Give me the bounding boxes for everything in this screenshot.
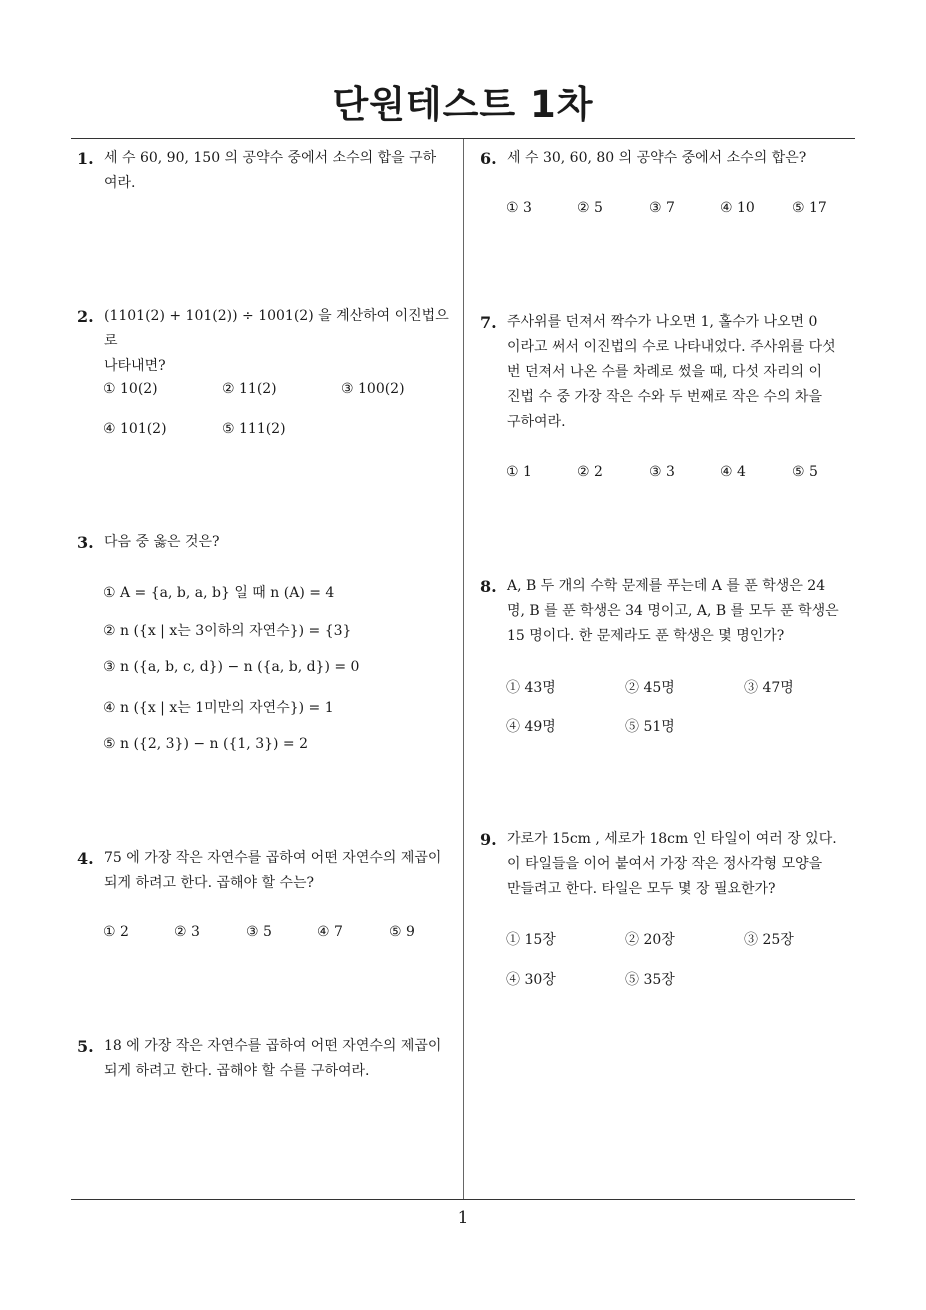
choice-2[interactable]: ② 2 [577,464,603,480]
question-8 [480,574,860,649]
question-number: 2. [77,307,94,326]
choice-2[interactable]: ② 11(2) [222,381,277,397]
choice-3[interactable]: ③ 5 [246,924,272,940]
question-text: (1101(2) + 101(2)) ÷ 1001(2) 을 계산하여 이진법으로 나타내면? [104,308,449,374]
question-text: 세 수 60, 90, 150 의 공약수 중에서 소수의 합을 구하 여라. [104,150,437,191]
choice-1[interactable]: ① 2 [103,924,129,940]
page-title: 단원테스트 1차 [332,83,594,126]
choice-2[interactable]: ② 5 [577,200,603,216]
choice-3[interactable]: ③ 3 [649,464,675,480]
choice-4[interactable]: ④ 101(2) [103,421,167,437]
choice-1[interactable]: ① A = {a, b, a, b} 일 때 n (A) = 4 [103,585,335,601]
choice-4[interactable]: ④ 30장 [506,972,556,988]
question-number: 6. [480,149,497,168]
choice-2[interactable]: ② 20장 [625,932,675,948]
choice-3[interactable]: ③ 25장 [744,932,794,948]
question-number: 5. [77,1037,94,1056]
question-number: 4. [77,849,94,868]
question-text: 가로가 15cm , 세로가 18cm 인 타일이 여러 장 있다. 이 타일들을 이어 붙여서 가장 작은 정사각형 모양을 만들려고 한다. 타일은 모두 몇 장 필요한가? [507,831,837,897]
question-number: 7. [480,313,497,332]
question-7 [480,310,860,435]
question-6 [480,146,860,171]
question-text: 주사위를 던져서 짝수가 나오면 1, 홀수가 나오면 0 이라고 써서 이진법의 수로 나타내었다. 주사위를 다섯 번 던져서 나온 수를 차례로 썼을 때, 다섯 자리의 이 진법 수 중 가장 작은 수와 두 번째로 작은 수의 차을 구하여라. [507,314,836,430]
choice-4[interactable]: ④ 49명 [506,719,556,735]
question-text: 18 에 가장 작은 자연수를 곱하여 어떤 자연수의 제곱이 되게 하려고 한다. 곱해야 할 수를 구하여라. [104,1038,442,1079]
question-number: 3. [77,533,94,552]
page-number: 1 [457,1208,469,1228]
question-2 [77,304,459,379]
question-text: A, B 두 개의 수학 문제를 푸는데 A 를 푼 학생은 24 명, B 를 푼 학생은 34 명이고, A, B 를 모두 푼 학생은 15 명이다. 한 문제라도 푼 학생은 몇 명인가? [507,578,839,644]
choice-1[interactable]: ① 3 [506,200,532,216]
question-5 [77,1034,459,1084]
choice-5[interactable]: ⑤ 5 [792,464,818,480]
question-number: 9. [480,830,497,849]
choice-5[interactable]: ⑤ 51명 [625,719,675,735]
question-3 [77,530,459,555]
choice-5[interactable]: ⑤ n ({2, 3}) − n ({1, 3}) = 2 [103,736,309,752]
choice-4[interactable]: ④ 7 [317,924,343,940]
choice-2[interactable]: ② 45명 [625,680,675,696]
choice-4[interactable]: ④ 4 [720,464,746,480]
choice-3[interactable]: ③ n ({a, b, c, d}) − n ({a, b, d}) = 0 [103,659,360,675]
question-text: 75 에 가장 작은 자연수를 곱하여 어떤 자연수의 제곱이 되게 하려고 한다. 곱해야 할 수는? [104,850,442,891]
choice-4[interactable]: ④ 10 [720,200,755,216]
choice-5[interactable]: ⑤ 35장 [625,972,675,988]
choice-3[interactable]: ③ 47명 [744,680,794,696]
question-number: 1. [77,149,94,168]
choice-3[interactable]: ③ 100(2) [341,381,405,397]
choice-1[interactable]: ① 1 [506,464,532,480]
choice-5[interactable]: ⑤ 17 [792,200,827,216]
choice-1[interactable]: ① 43명 [506,680,556,696]
column-divider [463,139,464,1200]
choice-1[interactable]: ① 15장 [506,932,556,948]
choice-3[interactable]: ③ 7 [649,200,675,216]
question-text: 다음 중 옳은 것은? [104,534,220,550]
choice-2[interactable]: ② n ({x | x는 3이하의 자연수}) = {3} [103,623,352,639]
question-1 [77,146,459,196]
choice-5[interactable]: ⑤ 9 [389,924,415,940]
choice-1[interactable]: ① 10(2) [103,381,158,397]
choice-2[interactable]: ② 3 [174,924,200,940]
choice-4[interactable]: ④ n ({x | x는 1미만의 자연수}) = 1 [103,700,334,716]
choice-5[interactable]: ⑤ 111(2) [222,421,286,437]
question-9 [480,827,860,902]
question-text: 세 수 30, 60, 80 의 공약수 중에서 소수의 합은? [507,150,807,166]
bottom-divider [71,1199,855,1200]
question-number: 8. [480,577,497,596]
question-4 [77,846,459,896]
